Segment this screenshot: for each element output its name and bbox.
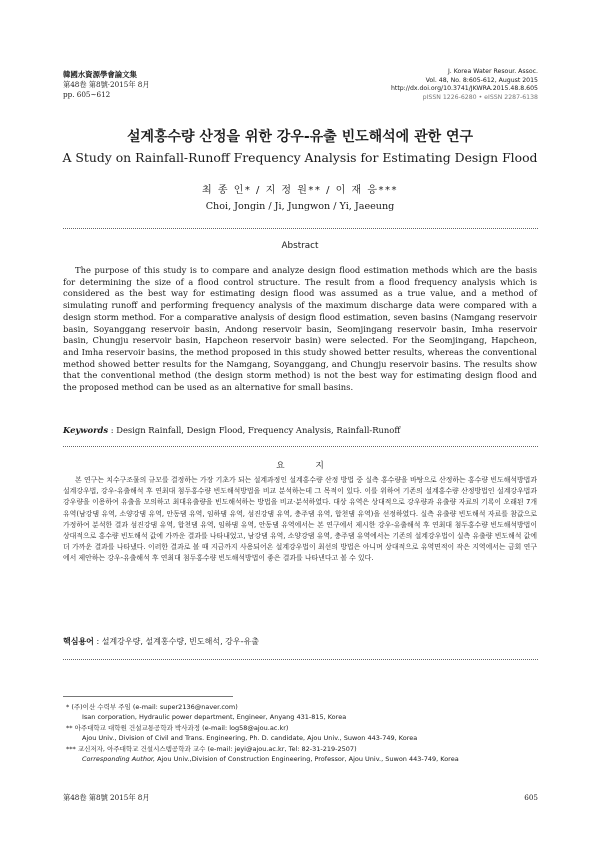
divider bbox=[63, 446, 538, 447]
abstract-heading: Abstract bbox=[281, 241, 319, 251]
volume-line: Vol. 48, No. 8:605-612, August 2015 bbox=[425, 76, 538, 84]
keywords-label: Keywords bbox=[63, 425, 109, 435]
abstract-text: The purpose of this study is to compare and analyze design flood estimation methods which are the basis for determining the size of a flood control structure. The result from a flood frequency analysis which is considered as the best way for estimating design flood was assumed as a true value, and a method of simulating runoff and performing frequency analysis of the maximum discharge data were compared with a design storm method. For a comparative analysis of design flood estimation, seven basins (Namgang reservoir basin, Soyanggang reservoir basin, Andong reservoir basin, Seomjingang reservoir basin, Imha reservoir basin, Chungju reservoir basin, Hapcheon reservoir basin) were selected. For the Seomjingang, Hapcheon, and Imha reservoir basins, the method proposed in this study showed better results, whereas the conventional method showed better results for the Namgang, Soyanggang, and Chungju reservoir basins. The results show that the conventional method (the design storm method) is not the best way for estimating design flood and the proposed method can be used as an alternative for small basins. bbox=[63, 265, 537, 393]
page-range: pp. 605~612 bbox=[63, 90, 111, 99]
journal-abbrev: J. Korea Water Resour. Assoc. bbox=[447, 68, 538, 75]
issn: pISSN 1226-6280 • eISSN 2287-6138 bbox=[422, 93, 538, 101]
keywords-korean-label: 핵심용어 bbox=[63, 637, 94, 646]
footnote-1-ko: * (주)이산 수력부 주임 (e-mail: super2136@naver.com) bbox=[66, 703, 238, 711]
volume-issue: 第48卷 第8號·2015年 8月 bbox=[63, 80, 150, 89]
journal-name: 韓國水資源學會論文集 bbox=[63, 70, 137, 79]
footnote-1-en: Isan corporation, Hydraulic power department, Engineer, Anyang 431-815, Korea bbox=[82, 713, 347, 722]
keywords-korean-text: : 설계강우량, 설계홍수량, 빈도해석, 강우-유출 bbox=[96, 637, 259, 646]
footnote-2-en: Ajou Univ., Division of Civil and Trans. Engineering, Ph. D. candidate, Ajou Univ., Suwon 443-749, Korea bbox=[82, 734, 418, 743]
footnote-rule bbox=[63, 696, 233, 697]
footnote-3-ko: *** 교신저자, 아주대학교 건설시스템공학과 교수 (e-mail: jeyi@ajou.ac.kr, Tel: 82-31-219-2507) bbox=[66, 744, 357, 753]
journal-header-left bbox=[63, 70, 150, 100]
paper-title-english: A Study on Rainfall-Runoff Frequency Analysis for Estimating Design Flood bbox=[62, 150, 538, 165]
authors-english: Choi, Jongin / Ji, Jungwon / Yi, Jaeeung bbox=[205, 201, 395, 212]
keywords-korean bbox=[63, 636, 259, 647]
korean-summary-text: 본 연구는 치수구조물의 규모를 결정하는 가장 기초가 되는 설계과정인 설계홍수량 산정 방법 중 실측 홍수량을 바탕으로 산정하는 홍수량 빈도해석방법과 설계강우법, 강우-유출해석 후 연최대 첨두홍수량 빈도해석방법을 비교 분석하는데 그 목적이 있다. 이를 위하여 기존의 설계홍수량 산정방법인 설계강우법과 강우량을 이용하여 유출을 모의하고 최대유출량을 빈도해석하는 방법을 비교·분석하였다. 대상 유역은 상대적으로 강우량과 유출량 자료의 기록이 오래된 7개 유역(남강댐 유역, 소양강댐 유역, 안동댐 유역, 임하댐 유역, 섬진강댐 유역, 충주댐 유역, 합천댐 유역)을 선정하였다. 실측 유출량 빈도해석 자료를 참값으로 가정하여 분석한 결과 섬진강댐 유역, 합천댐 유역, 임하댐 유역, 안동댐 유역에서는 본 연구에서 제시한 강우-유출해석 후 연최대 첨두홍수량 빈도해석방법이 상대적으로 홍수량 빈도해석 값에 가까운 결과를 나타내었고, 남강댐 유역, 소양강댐 유역, 충주댐 유역에서는 기존의 설계강우법이 실측 유출량 빈도해석 값에 더 가까운 결과를 나타냈다. 이러한 결과로 볼 때 지금까지 사용되어온 설계강우법이 최선의 방법은 아니며 상대적으로 유역면적이 작은 지역에서는 금회 연구에서 제안하는 강우-유출해석 후 연최대 첨두홍수량 빈도해석방법이 좋은 결과를 나타낸다고 볼 수 있다. bbox=[63, 476, 537, 563]
keywords-text: : Design Rainfall, Design Flood, Frequency Analysis, Rainfall-Runoff bbox=[110, 425, 401, 435]
footnotes bbox=[66, 702, 459, 764]
paper-title-korean: 설계홍수량 산정을 위한 강우-유출 빈도해석에 관한 연구 bbox=[126, 129, 474, 145]
doi-link[interactable]: http://dx.doi.org/10.3741/JKWRA.2015.48.8.605 bbox=[390, 85, 538, 93]
footnote-3-en-text: Ajou Univ.,Division of Construction Engineering, Professor, Ajou Univ., Suwon 443-749, Korea bbox=[157, 755, 459, 764]
footnote-3-en bbox=[66, 754, 459, 764]
page-number: 605 bbox=[524, 793, 538, 802]
corresponding-author-label: Corresponding Author, bbox=[82, 755, 156, 764]
divider bbox=[63, 659, 538, 660]
summary-heading: 요 지 bbox=[276, 461, 338, 471]
divider bbox=[63, 228, 538, 229]
authors-korean: 최 종 인* / 지 정 원** / 이 재 응*** bbox=[202, 185, 398, 196]
keywords bbox=[63, 425, 537, 435]
footer-issue: 第48卷 第8號 2015年 8月 bbox=[63, 793, 150, 802]
journal-header-right bbox=[391, 68, 538, 102]
footnote-2-ko: ** 아주대학교 대학원 건설교통공학과 박사과정 (e-mail: log58@ajou.ac.kr) bbox=[66, 723, 289, 732]
